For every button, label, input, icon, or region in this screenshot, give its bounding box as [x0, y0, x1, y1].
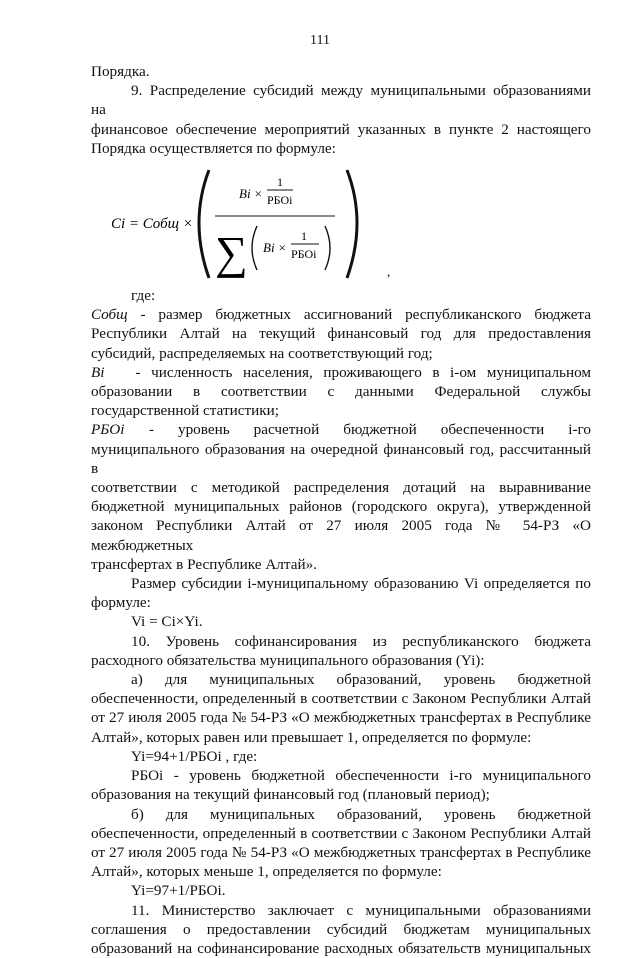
sum-sign: ∑ [215, 227, 248, 279]
text-line: РБОi - уровень бюджетной обеспеченности i-го муниципального [131, 767, 591, 785]
text-line: обеспеченности, определенный в соответствии с Законом Республики Алтай [91, 824, 591, 842]
formula-yi-a: Yi=94+1/РБОi , где: [131, 747, 258, 765]
text-line: образовании в соответствии с данными Федеральной службы [91, 383, 591, 401]
inner-left-paren [252, 226, 257, 270]
text-line: 10. Уровень софинансирования из республиканского бюджета [131, 632, 591, 650]
inner-right-paren [325, 226, 330, 270]
text-line: от 27 июля 2005 года № 54-РЗ «О межбюджетных трансфертах в Республике [91, 843, 591, 861]
text-line: Размер субсидии i-муниципальному образованию Vi определяется по [131, 575, 591, 593]
definition-c [91, 305, 591, 324]
formula-comma: , [387, 264, 391, 280]
text-line: расходного обязательства муниципального образования (Yi): [91, 651, 485, 669]
numerator-b: Bi × [239, 186, 263, 202]
formula-lhs: Ci = Cобщ × [111, 216, 193, 233]
page-number: 111 [310, 33, 330, 48]
distribution-formula [91, 162, 591, 284]
denominator-one: 1 [301, 229, 307, 244]
definition-rbo [91, 420, 591, 439]
text-line: а) для муниципальных образований, уровень бюджетной [131, 671, 591, 689]
numerator-one: 1 [277, 175, 283, 190]
document-body [91, 62, 591, 958]
text-line: Порядка осуществляется по формуле: [91, 139, 336, 157]
text-line: Алтай», которых меньше 1, определяется по формуле: [91, 863, 442, 881]
formula-yi-b: Yi=97+1/РБОi. [131, 882, 226, 900]
text-line: - численность населения, проживающего в i-ом муниципальном [135, 363, 592, 381]
text-line: субсидий, распределяемых на соответствующий год; [91, 344, 433, 362]
text-line: законом Республики Алтай от 27 июля 2005 года № 54-РЗ «О межбюджетных [91, 517, 591, 554]
text-line: образований на софинансирование расходных обязательств муниципальных [91, 939, 591, 957]
text-line: муниципального образования на очередной финансовый год, рассчитанный в [91, 440, 591, 477]
text-line: образования на текущий финансовый год (плановый период); [91, 786, 490, 804]
text-line: где: [131, 287, 156, 305]
text-line: Республики Алтай на текущий финансовый год для предоставления [91, 325, 591, 343]
text-line: Алтай», которых равен или превышает 1, определяется по формуле: [91, 728, 532, 746]
text-line: - уровень расчетной бюджетной обеспеченности i-го [148, 421, 591, 439]
text-line: трансфертах в Республике Алтай». [91, 555, 317, 573]
text-line: 9. Распределение субсидий между муниципальными образованиями на [91, 82, 591, 119]
text-line: формуле: [91, 594, 151, 612]
denominator-b: Bi × [263, 240, 287, 256]
text-line: соглашения о предоставлении субсидий бюджетам муниципальных [91, 920, 591, 938]
text-line: бюджетной муниципальных районов (городского округа), утвержденной [91, 498, 591, 516]
text-line: соответствии с методикой распределения дотаций на выравнивание [91, 479, 591, 497]
text-line: - размер бюджетных ассигнований республиканского бюджета [140, 306, 591, 324]
text-line: Порядка. [91, 63, 150, 80]
text-line: от 27 июля 2005 года № 54-РЗ «О межбюджетных трансфертах в Республике [91, 709, 591, 727]
definition-b [91, 363, 591, 382]
symbol-b-i: Bi [91, 363, 105, 381]
text-line: обеспеченности, определенный в соответствии с Законом Республики Алтай [91, 690, 591, 708]
numerator-rbo: РБОi [267, 193, 293, 208]
text-line: б) для муниципальных образований, уровень бюджетной [131, 805, 591, 823]
symbol-c-obsh: Cобщ [91, 306, 128, 324]
text-line: 11. Министерство заключает с муниципальными образованиями [131, 901, 591, 919]
text-line: финансовое обеспечение мероприятий указанных в пункте 2 настоящего [91, 120, 591, 138]
denominator-rbo: РБОi [291, 247, 317, 262]
right-paren [347, 170, 357, 278]
left-paren [199, 170, 209, 278]
text-line: государственной статистики; [91, 402, 279, 420]
formula-v: Vi = Ci×Yi. [131, 613, 203, 631]
symbol-rbo-i: РБОi [91, 421, 125, 439]
